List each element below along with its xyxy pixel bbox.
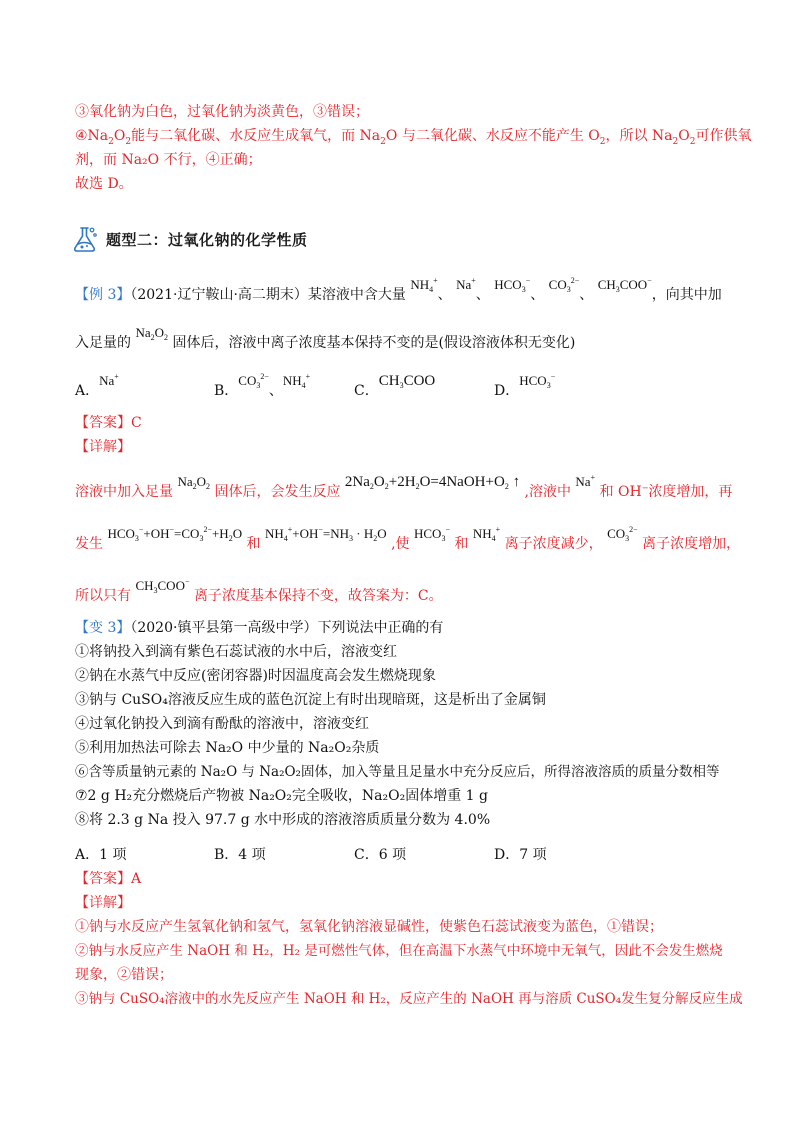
option-d: D．$HCO_3^-$ bbox=[494, 372, 556, 399]
text-line: ③氧化钠为白色，过氧化钠为淡黄色，③错误； bbox=[75, 104, 369, 120]
formula-na2o2: $Na_2O_2$ bbox=[135, 325, 169, 342]
detail-line: ③钠与 CuSO₄溶液中的水先反应产生 NaOH 和 H₂，反应产生的 NaOH 再与溶质 CuSO₄发生复分解反应生成 bbox=[75, 991, 743, 1007]
list-item: ⑤利用加热法可除去 Na₂O 中少量的 Na₂O₂杂质 bbox=[75, 740, 380, 756]
detail-line: ①钠与水反应产生氢氧化钠和氢气，氢氧化钠溶液显碱性，使紫色石蕊试液变为蓝色，①错误； bbox=[75, 919, 663, 935]
list-item: ⑧将 2.3 g Na 投入 97.7 g 水中形成的溶液溶质质量分数为 4.0% bbox=[75, 812, 491, 828]
ion-ch3coo: $CH_3COO^-$ bbox=[597, 276, 652, 294]
ion-co3: $CO_3^{2-}$ bbox=[548, 276, 580, 294]
option-c: C．6 项 bbox=[354, 847, 407, 863]
detail-tag: 【详解】 bbox=[75, 439, 131, 455]
option-b: B．4 项 bbox=[214, 847, 266, 863]
list-item: ①将钠投入到滴有紫色石蕊试液的水中后，溶液变红 bbox=[75, 644, 397, 660]
answer-line: 【答案】C bbox=[75, 415, 142, 431]
option-a: A．1 项 bbox=[75, 847, 127, 863]
option-b: B．$CO_3^{2-}$、$NH_4^+$ bbox=[214, 372, 311, 399]
text-line: $④Na_2O_2$能与二氧化碳、水反应生成氧气，而 $Na_2O$ 与二氧化碳、水反应不能产生 $O_2$，所以 $Na_2O_2$可作供氧 bbox=[75, 128, 752, 147]
detail-line: ②钠与水反应产生 NaOH 和 H₂，H₂ 是可燃性气体，但在高温下水蒸气中环境中无氧气，因此不会发生燃烧 bbox=[75, 943, 723, 959]
ion-nh4: $NH_4^+$ bbox=[410, 276, 438, 294]
ion-hco3: $HCO_3^-$ bbox=[494, 276, 531, 294]
variant-3-question: 【变 3】（2020·镇平县第一高级中学）下列说法中正确的有 bbox=[75, 620, 444, 636]
text-line: 剂，而 Na₂O 不行，④正确； bbox=[75, 152, 262, 168]
text-line: 故选 D。 bbox=[75, 176, 133, 192]
option-c: C．$CH_3COO$ bbox=[354, 373, 436, 399]
detail-tag: 【详解】 bbox=[75, 895, 131, 911]
detail-line-2: 发生 $HCO_3^-+OH^-=CO_3^{2-}+H_2O$ 和 $NH_4^++OH^-=NH_3 \cdot H_2O$ ,使 $HCO_3^-$ 和 $NH_4^+$ 离子浓度减少， $CO_3^{2-}$ 离子浓度增加， bbox=[75, 525, 741, 552]
detail-line: 现象，②错误； bbox=[75, 967, 173, 983]
example-3-question-cont: 入足量的 $Na_2O_2$ 固体后，溶液中离子浓度基本保持不变的是(假设溶液体积无变化) bbox=[75, 325, 576, 351]
answer-line: 【答案】A bbox=[75, 871, 142, 887]
option-d: D．7 项 bbox=[494, 847, 547, 863]
section-title: 题型二：过氧化钠的化学性质 bbox=[106, 230, 308, 249]
detail-line-3: 所以只有 $CH_3COO^-$ 离子浓度基本保持不变，故答案为：C。 bbox=[75, 577, 443, 604]
list-item: ④过氧化钠投入到滴有酚酞的溶液中，溶液变红 bbox=[75, 716, 369, 732]
flask-icon bbox=[70, 224, 100, 254]
list-item: ②钠在水蒸气中反应(密闭容器)时因温度高会发生燃烧现象 bbox=[75, 668, 436, 684]
option-a: A．Na+ bbox=[75, 372, 119, 399]
ion-na: Na+ bbox=[456, 276, 476, 292]
example-3-question: 【例 3】（2021·辽宁鞍山·高二期末）某溶液中含大量 $NH_4^+$、 Na+、 $HCO_3^-$、 $CO_3^{2-}$、 $CH_3COO^-$，向其中加 bbox=[75, 276, 722, 303]
detail-line-1: 溶液中加入足量 $Na_2O_2$ 固体后，会发生反应 $2Na_2O_2+2H_2O=4NaOH+O_2$ ↑ ,溶液中 Na+ 和 OH−浓度增加，再 bbox=[75, 473, 733, 500]
list-item: ③钠与 CuSO₄溶液反应生成的蓝色沉淀上有时出现暗斑，这是析出了金属铜 bbox=[75, 692, 546, 708]
section-heading bbox=[70, 224, 308, 254]
list-item: ⑥含等质量钠元素的 Na₂O 与 Na₂O₂固体，加入等量且足量水中充分反应后，所得溶液溶质的质量分数相等 bbox=[75, 764, 720, 780]
list-item: ⑦2 g H₂充分燃烧后产物被 Na₂O₂完全吸收，Na₂O₂固体增重 1 g bbox=[75, 788, 488, 804]
